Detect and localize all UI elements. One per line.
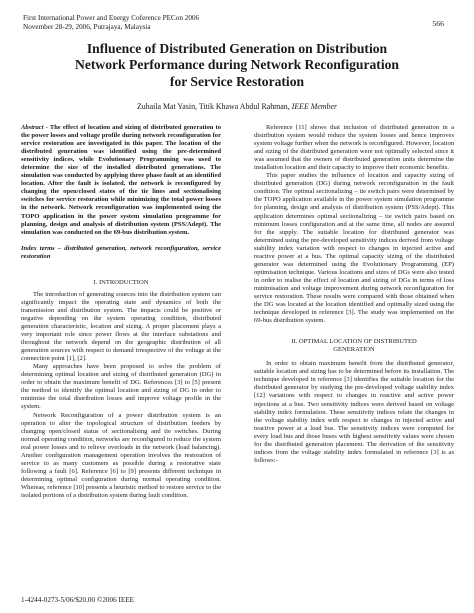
section-heading-line-1: II. OPTIMAL LOCATION OF DISTRIBUTED xyxy=(291,338,417,346)
abstract-label: Abstract xyxy=(21,124,44,131)
right-column xyxy=(254,124,454,465)
author-names: Zuhaila Mat Yasin, Titik Khawa Abdul Rahman, xyxy=(136,102,292,111)
title-line-3: for Service Restoration xyxy=(169,73,305,89)
paragraph: This paper studies the influence of location and capacity sizing of distributed generation (DG) during network reconfiguration in the fault condition. The optimal sectionalizing – tie switch pairs were determined by the TOPO application available in the power system simulation programme for planning, design and analysis of distribution system (PSS/Adept). This application determines optimal sectionalizing – tie switch pairs based on minimum losses configuration and at the same time, all nodes are assured for the supply. The suitable location for distributed generator was determined using the pre-developed sensitivity indices derived from voltage stability index variation with respect to changes in injected active and reactive power at a bus. The optimal capacity sizing of the distributed generator was determined using the Evolutionary Programming (EP) optimisation technique. Various locations and sizes of DGs were also tested in order to realise the effect of location and sizing of DGs in terms of loss minimisation and voltage improvement during network reconfiguration for service restoration. These results were compared with those obtained when the DG was located at the location identified and optimally sized using the technique developed in reference [3]. The study was implemented on the 69-bus distribution system. xyxy=(254,172,454,325)
copyright-footer: 1-4244-0273-5/06/$20.00 ©2006 IEEE xyxy=(21,596,135,604)
abstract-text: - The effect of location and sizing of distributed generation to the power losses and voltage profile during network reconfiguration for service restoration are investigated in this paper. The location of the distributed generation was identified using the pre-determined sensitivity indices, while Evolutionary Programming was used to determine the size of the installed distributed generations. The simulation was conducted by applying three phase fault at an identified location. After the fault is isolated, the network is reconfigured by changing the open/closed states of the tie lines and sectionalising switches for service restoration while minimizing the total power losses in the network. Network reconfiguration was implemented using the TOPO application in the power system simulation programme for planning, design and analysis of distribution system (PSS/Adept). The simulation was conducted on the 69-bus distribution system. xyxy=(21,124,221,236)
author-line xyxy=(20,102,454,111)
index-terms-label: Index terms xyxy=(21,244,55,252)
section-heading-line-2: GENERATION xyxy=(333,346,375,354)
index-terms-text: – distributed generation, network reconfiguration, service restoration xyxy=(21,244,221,260)
author-role: IEEE Member xyxy=(291,102,338,111)
index-terms xyxy=(21,245,221,261)
title-line-2: Network Performance during Network Reconfiguration xyxy=(75,57,399,73)
page-number: 566 xyxy=(432,19,444,28)
abstract xyxy=(21,124,221,237)
paragraph: Many approaches have been proposed to solve the problem of determining optimal location and sizing of distributed generation (DG) in order to obtain the maximum benefit of DG. References [3] to [5] present the method to identify the optimal location and sizing of DG in order to minimise the total distribution losses and improve voltage profile in the system. xyxy=(21,363,221,411)
paragraph: Reference [11] shows that inclusion of distributed generation in a distribution system would reduce the system losses and hence improves system voltage further when the network is reconfigured. However, location and sizing of the distributed generation were not optimally selected since it was assumed that the owners of distributed generation units determine the installation location and their capacity to improve their economic benefits. xyxy=(254,124,454,172)
conference-date-location: November 28-29, 2006, Putrajaya, Malaysia xyxy=(23,22,151,31)
section-heading-optimal-location xyxy=(254,338,454,354)
section-heading-introduction: I. INTRODUCTION xyxy=(93,278,149,286)
conference-header xyxy=(23,14,199,31)
left-column xyxy=(21,124,221,500)
paragraph: The introduction of generating sources into the distribution system can significantly impact the operating state and dynamics of both the transmission and distribution system. The impacts could be positive or negative depending on the system operating condition, distributed generation characteristic, location and sizing. A proper placement plays a very important role since power flows at the interface substations and throughout the network depend on the geographic distribution of all generation sources with respect to demand irrespective of the voltage at the connection point [1], [2]. xyxy=(21,290,221,363)
paragraph: Network Reconfiguration of a power distribution system is an operation to alter the topological structure of distribution feeders by changing open/closed status of sectionalising and tie switches. During normal operating condition, networks are reconfigured to reduce the system real power losses and to relieve overloads in the network (load balancing). Another configuration management operation involves the restoration of service to as many customers as possible during a restorative state following a fault [6]. Reference [6] to [9] presents different technique in determining optimal configuration during normal operating condition. Whereas, reference [10] presents a heuristic method to restore service to the isolated portions of a distribution system during fault condition. xyxy=(21,411,221,499)
conference-name: First International Power and Energy Coference PECon 2006 xyxy=(23,14,200,22)
paragraph: In order to obtain maximum benefit from the distributed generator, suitable location and sizing has to be determined before its installation. The technique developed in reference [3] identifies the suitable location for the distributed generator by studying the pre-developed voltage stability index [12] variations with respect to changes in reactive and active power injections at a bus. Two sensitivity indices were derived based on voltage stability index formulation. These sensitivity indices relate the changes in the voltage stability index with respect to changes in injected active and reactive power at a load bus. The sensitivity indices were computed for every load bus and those buses with highest sensitivity values were chosen for the distributed generation placement. The derivation of the sensitivity indices from the voltage stability index formulated in reference [3] is as follows:- xyxy=(254,360,454,464)
title-line-1: Influence of Distributed Generation on Distribution xyxy=(86,41,388,56)
paper-title xyxy=(20,41,454,90)
